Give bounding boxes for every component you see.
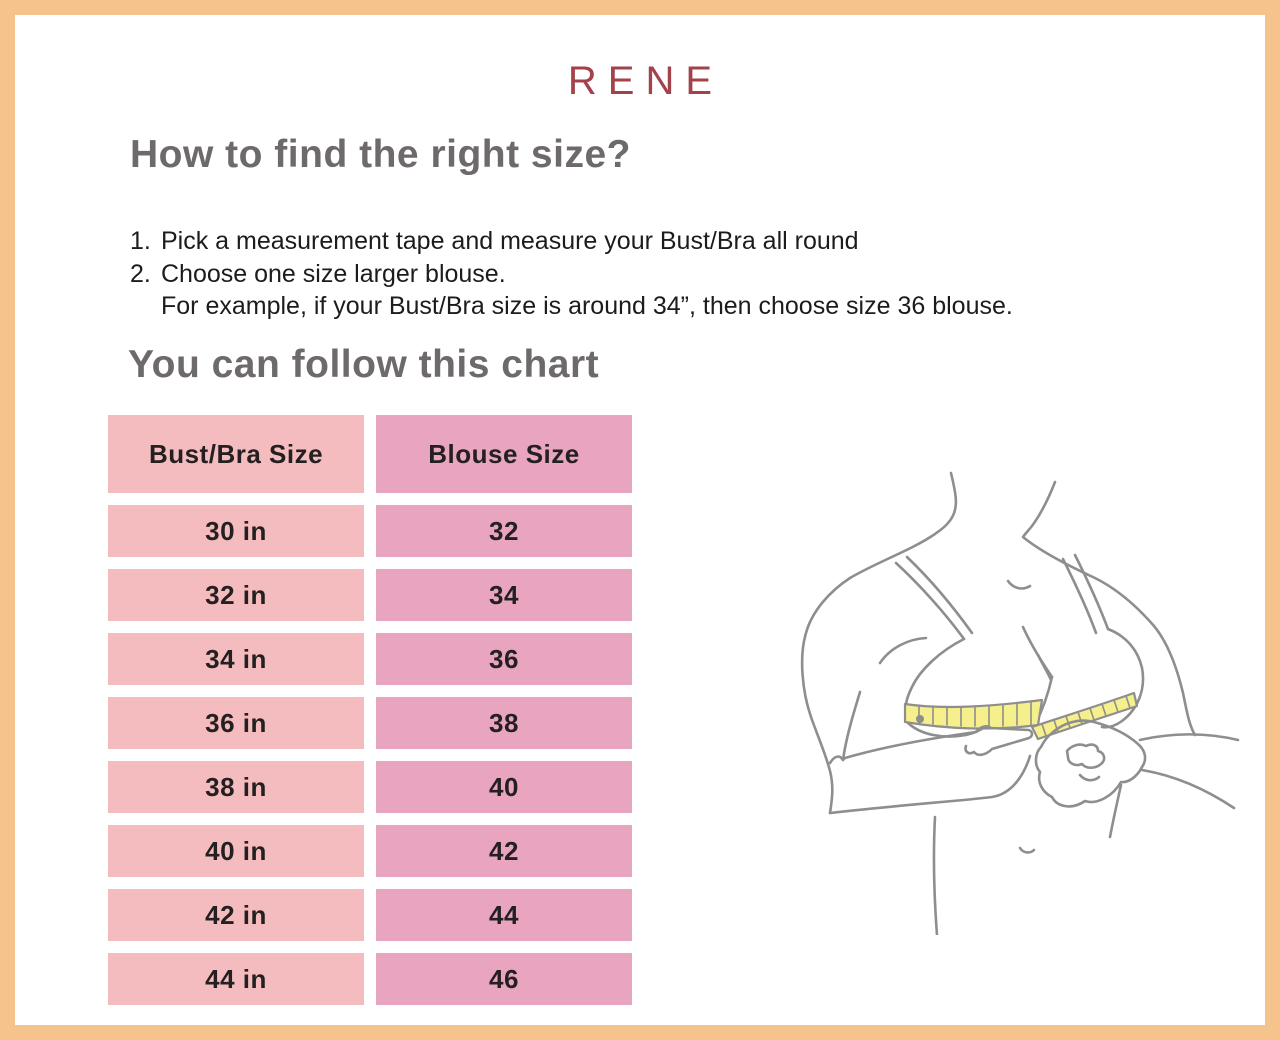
- bust-size-cell: 36 in: [108, 697, 364, 749]
- tape-end-dot: [916, 715, 924, 723]
- instruction-number: 1.: [130, 227, 151, 255]
- notch-line: [1008, 581, 1030, 588]
- left-cup-line: [906, 639, 964, 706]
- size-chart-table: [108, 415, 632, 1005]
- torso-left-line: [934, 817, 937, 935]
- left-forearm-line: [830, 756, 1030, 813]
- instruction-number: 2.: [130, 259, 151, 288]
- blouse-size-cell: 44: [376, 889, 632, 941]
- instruction-continuation: [130, 290, 1013, 323]
- belly-button-line: [1020, 848, 1034, 852]
- blouse-size-cell: 46: [376, 953, 632, 1005]
- page-title: How to find the right size?: [130, 133, 631, 176]
- blouse-size-cell: 36: [376, 633, 632, 685]
- instruction-text: Pick a measurement tape and measure your Bust/Bra all round: [161, 227, 859, 255]
- chart-heading: You can follow this chart: [128, 343, 600, 386]
- inner-arm-line: [843, 692, 860, 760]
- blouse-size-cell: 34: [376, 569, 632, 621]
- blouse-size-cell: 40: [376, 761, 632, 813]
- right-forearm-line: [1142, 770, 1234, 808]
- bust-size-cell: 38 in: [108, 761, 364, 813]
- column-header-bust: Bust/Bra Size: [108, 415, 364, 493]
- instruction-list: [130, 225, 1013, 323]
- blouse-size-cell: 42: [376, 825, 632, 877]
- bust-size-cell: 34 in: [108, 633, 364, 685]
- armpit-line: [880, 638, 926, 663]
- neck-left-line: [802, 473, 956, 813]
- instruction-item: [130, 225, 1013, 258]
- right-hand-fingers-line: [1067, 745, 1104, 768]
- bust-size-cell: 30 in: [108, 505, 364, 557]
- instruction-text: For example, if your Bust/Bra size is around 34”, then choose size 36 blouse.: [161, 292, 1013, 320]
- instruction-text: Choose one size larger blouse.: [161, 259, 506, 288]
- measuring-tape: [905, 700, 1042, 729]
- right-hand-fingers-line: [1080, 775, 1099, 780]
- right-forearm-line: [1140, 734, 1238, 740]
- blouse-size-cell: 38: [376, 697, 632, 749]
- blouse-size-cell: 32: [376, 505, 632, 557]
- bust-size-cell: 44 in: [108, 953, 364, 1005]
- column-header-blouse: Blouse Size: [376, 415, 632, 493]
- instruction-number: [130, 290, 161, 323]
- brand-logo: RENE: [567, 59, 724, 103]
- bust-size-cell: 40 in: [108, 825, 364, 877]
- bust-measurement-illustration: [780, 455, 1260, 935]
- cleavage-line: [1023, 627, 1052, 677]
- instruction-item: [130, 258, 1013, 291]
- cleavage-line: [1038, 655, 1051, 680]
- left-strap-line: [896, 563, 964, 639]
- bust-size-cell: 32 in: [108, 569, 364, 621]
- left-strap-line: [907, 557, 972, 633]
- neck-right-line: [1023, 482, 1195, 735]
- bust-size-cell: 42 in: [108, 889, 364, 941]
- left-hand-line: [966, 726, 1032, 754]
- right-hand-line: [1036, 721, 1145, 807]
